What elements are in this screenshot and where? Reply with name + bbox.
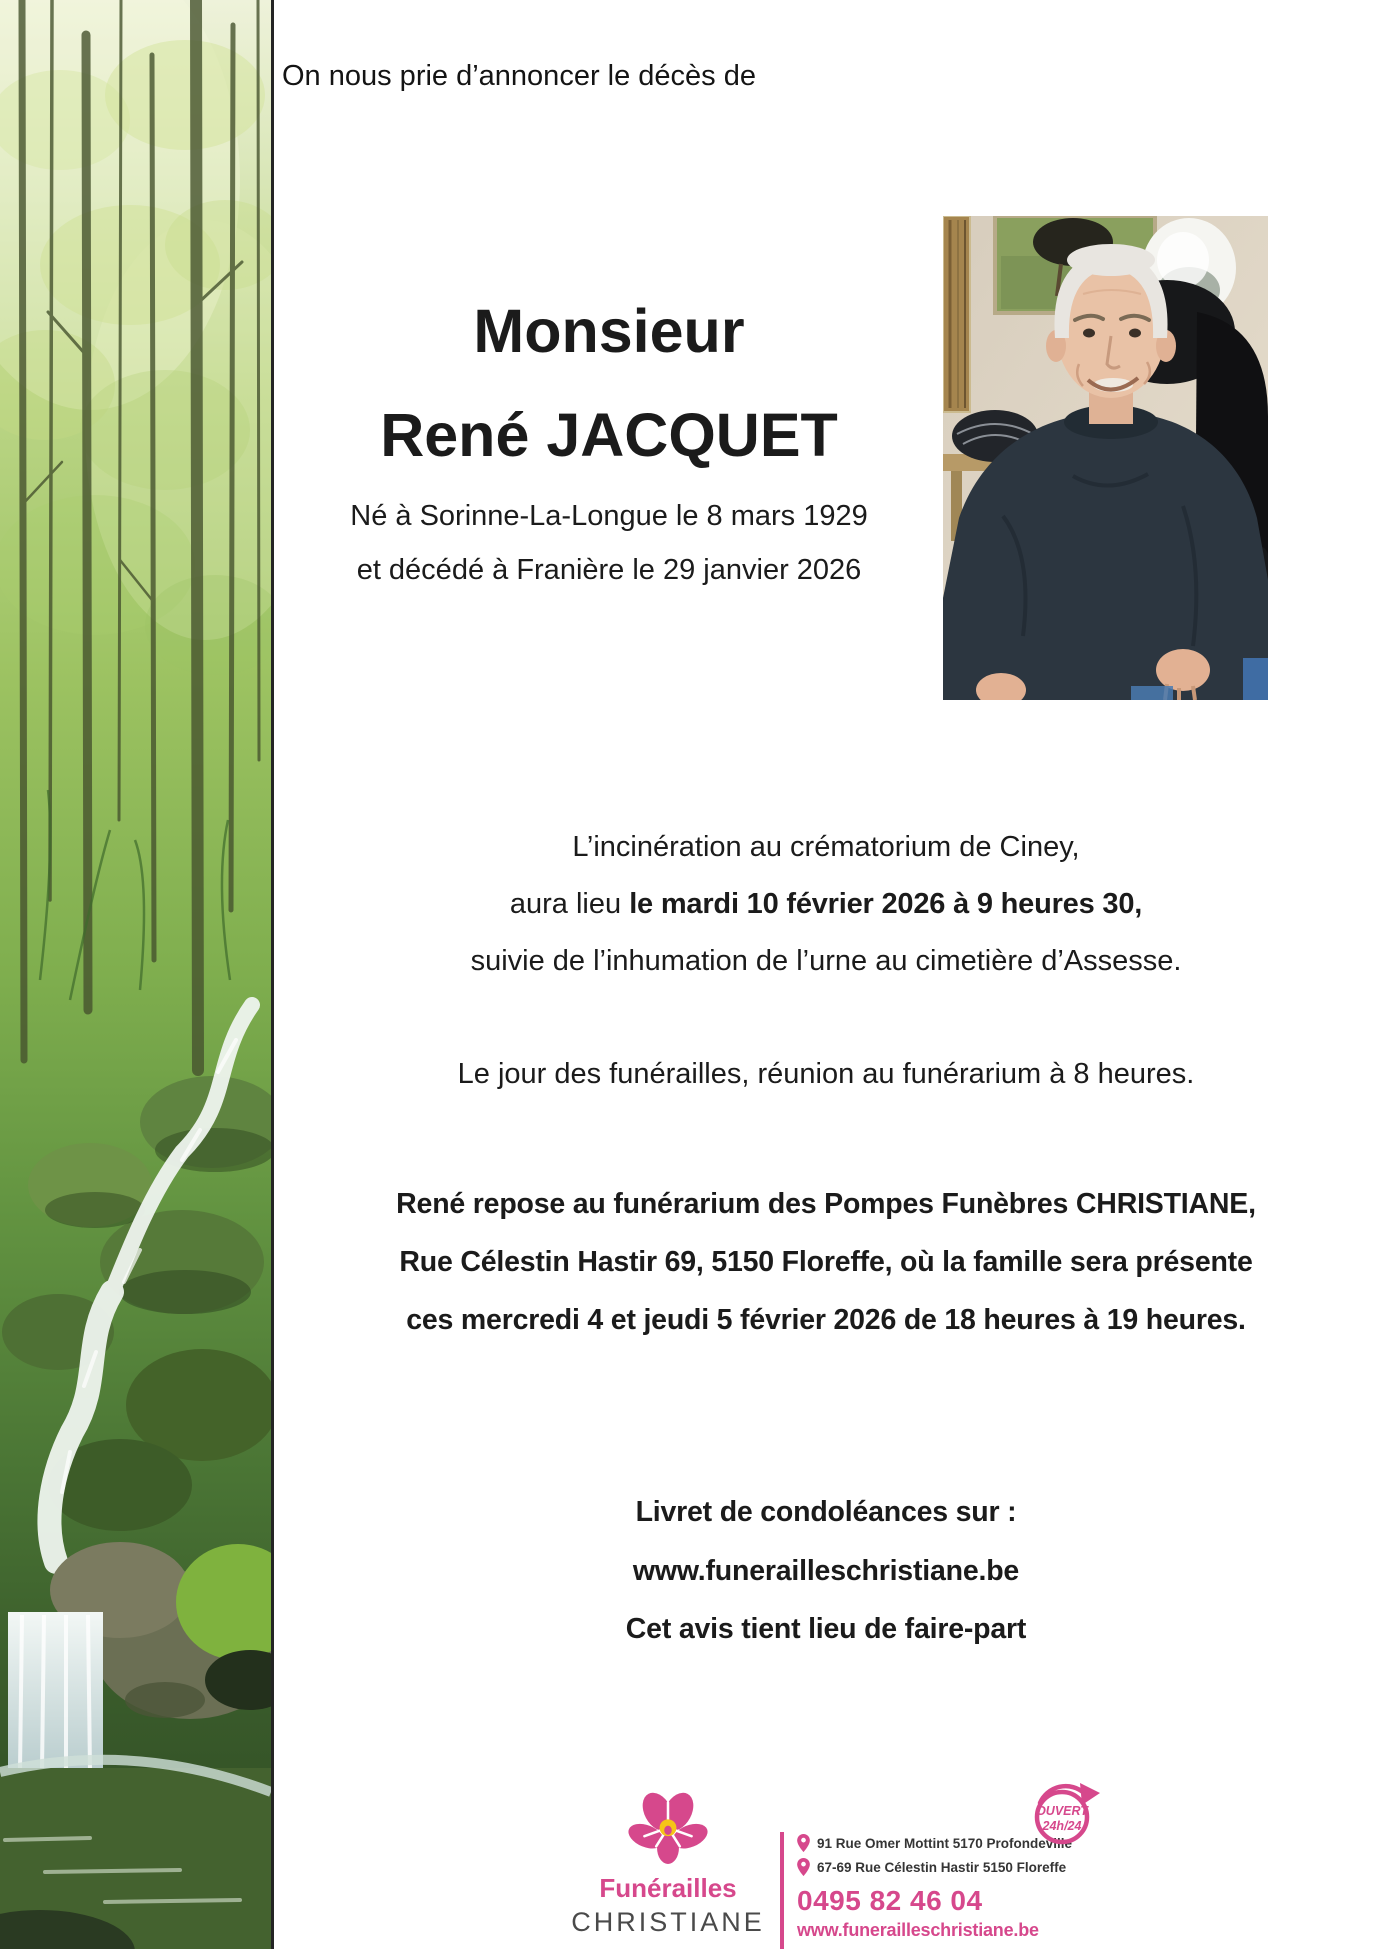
funeral-home-logo (543, 1789, 793, 1938)
forest-photo-strip (0, 0, 274, 1949)
ceremony-line-3: suivie de l’inhumation de l’urne au cimetière d’Assesse. (470, 945, 1182, 977)
portrait-image (943, 216, 1268, 700)
repose-line-2: Rue Célestin Hastir 69, 5150 Floreffe, où la famille sera présente (399, 1246, 1253, 1278)
address-row-2 (797, 1855, 1107, 1879)
footer-website: www.funerailleschristiane.be (797, 1920, 1039, 1940)
badge-text-2: 24h/24 (1042, 1819, 1082, 1833)
address-2: 67-69 Rue Célestin Hastir 5150 Floreffe (817, 1859, 1067, 1875)
orchid-logo-icon (625, 1789, 711, 1869)
open-24h-badge-icon (1026, 1779, 1108, 1845)
ceremony-line-1: L’incinération au crématorium de Ciney, (572, 831, 1080, 863)
location-pin-icon (797, 1834, 810, 1852)
repose-line-3: ces mercredi 4 et jeudi 5 février 2026 de 18 heures à 19 heures. (406, 1304, 1246, 1336)
ceremony-line-2-regular: aura lieu (509, 888, 630, 920)
ceremony-line-2 (274, 888, 1378, 921)
title-monsieur: Monsieur (473, 297, 745, 365)
phone-number: 0495 82 46 04 (797, 1885, 983, 1916)
brand-name-line-2: CHRISTIANE (571, 1907, 765, 1937)
location-pin-icon (797, 1858, 810, 1876)
forest-image (0, 0, 271, 1949)
meeting-line: Le jour des funérailles, réunion au funérarium à 8 heures. (457, 1058, 1195, 1090)
badge-text-1: OUVERT (1036, 1804, 1088, 1818)
death-line: et décédé à Franière le 29 janvier 2026 (356, 554, 862, 586)
intro-line: On nous prie d’annoncer le décès de (282, 60, 756, 92)
condolences-line-3: Cet avis tient lieu de faire-part (625, 1613, 1027, 1645)
deceased-portrait-photo (943, 216, 1268, 700)
birth-line: Né à Sorinne-La-Longue le 8 mars 1929 (350, 500, 868, 532)
deceased-name: René JACQUET (380, 401, 838, 469)
condolences-website: www.funerailleschristiane.be (632, 1555, 1020, 1587)
repose-line-1: René repose au funérarium des Pompes Funèbres CHRISTIANE, (396, 1188, 1256, 1220)
ceremony-line-2-bold: le mardi 10 février 2026 à 9 heures 30, (629, 888, 1143, 920)
footer-divider (780, 1832, 784, 1949)
brand-name-line-1: Funérailles (599, 1873, 737, 1903)
footer-contact-block (797, 1831, 1107, 1941)
condolences-line-1: Livret de condoléances sur : (635, 1496, 1017, 1528)
address-1: 91 Rue Omer Mottint 5170 Profondeville (817, 1835, 1073, 1851)
